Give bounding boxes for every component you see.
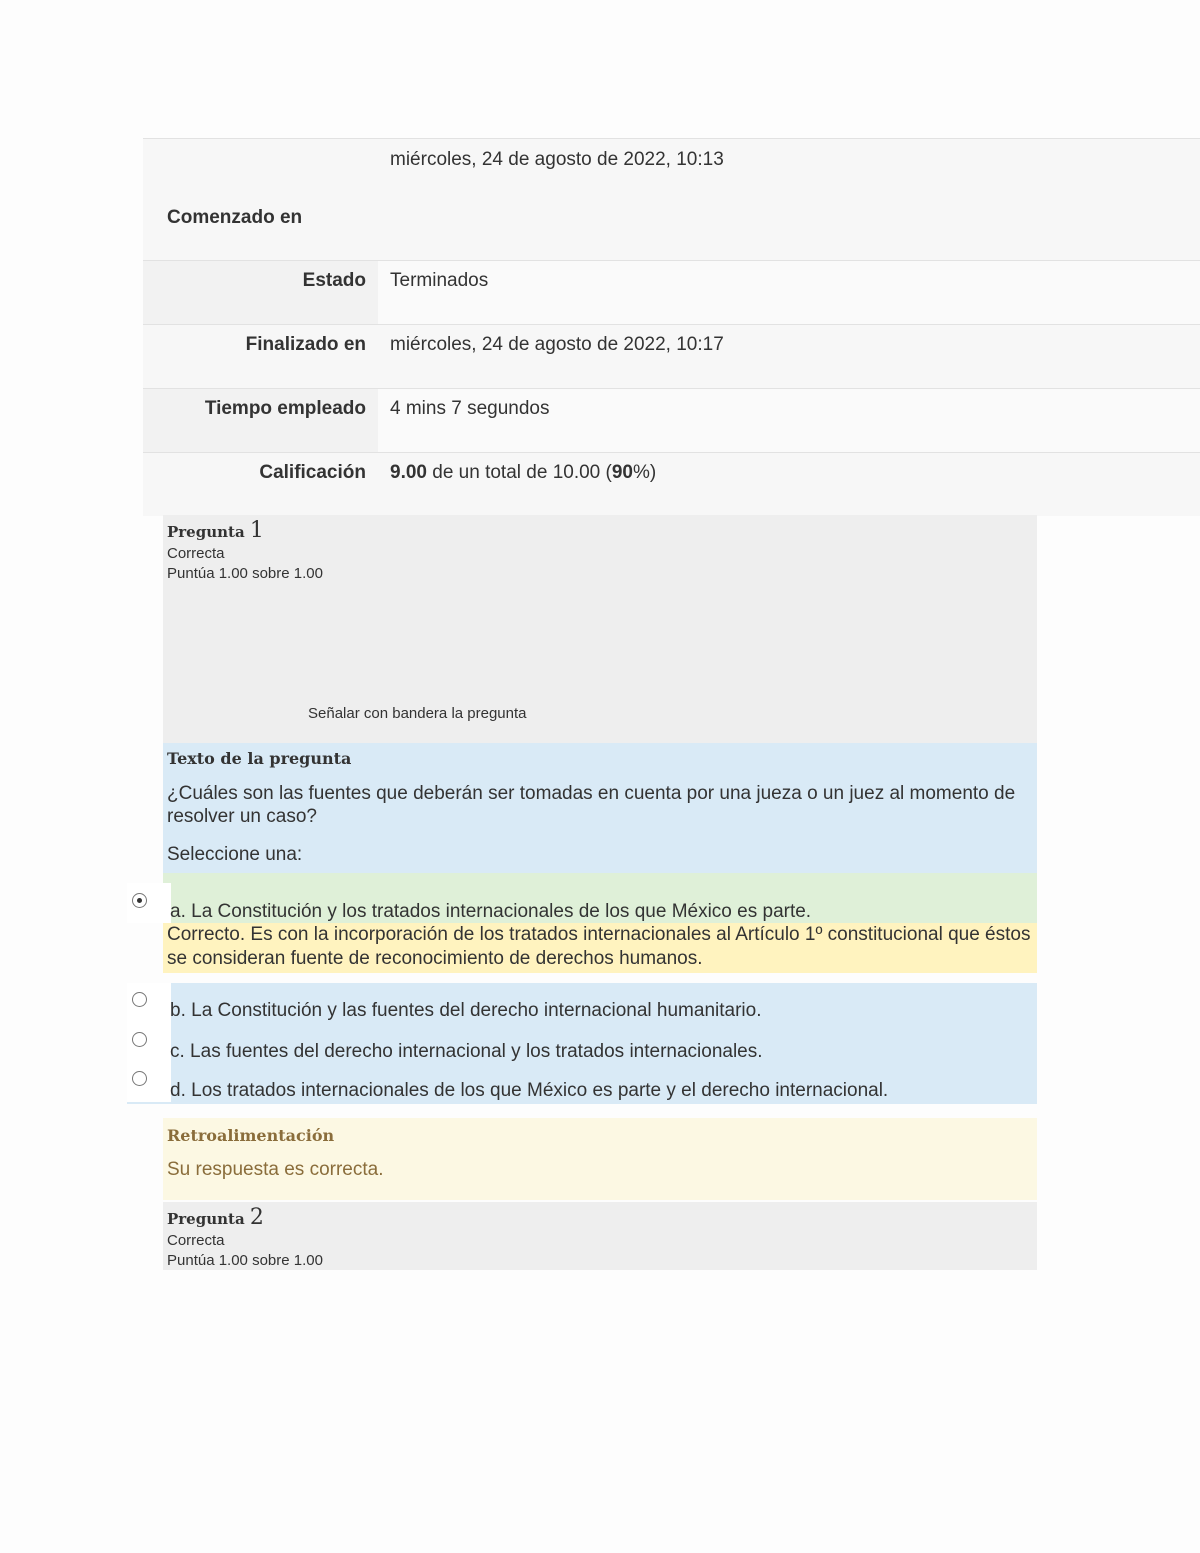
question-number-value: 1 — [249, 518, 264, 543]
summary-row-grade — [143, 453, 1200, 516]
question-number — [167, 519, 1033, 544]
feedback-text: Su respuesta es correcta. — [167, 1159, 384, 1180]
question-1-formulation — [163, 743, 1037, 873]
question-state: Correcta — [167, 1232, 225, 1249]
time-label: Tiempo empleado — [143, 389, 378, 452]
attempt-summary-table — [143, 138, 1200, 516]
question-label: Pregunta — [167, 523, 245, 541]
finished-label: Finalizado en — [143, 325, 378, 388]
question-1-info — [163, 515, 1037, 743]
feedback-title: Retroalimentación — [167, 1126, 335, 1145]
option-d-radio[interactable] — [132, 1071, 147, 1086]
grade-label: Calificación — [143, 453, 378, 516]
state-label: Estado — [143, 261, 378, 324]
option-b-radio[interactable] — [132, 992, 147, 1007]
question-grade: Puntúa 1.00 sobre 1.00 — [167, 1252, 323, 1269]
summary-row-started — [143, 139, 1200, 261]
grade-percent: 90 — [611, 462, 633, 483]
question-number-value: 2 — [249, 1205, 264, 1230]
grade-value — [378, 453, 1200, 516]
finished-value: miércoles, 24 de agosto de 2022, 10:17 — [378, 325, 1200, 388]
grade-score: 9.00 — [390, 462, 427, 483]
grade-mid: de un total de 10.00 ( — [426, 462, 612, 483]
grade-end: %) — [633, 462, 657, 483]
option-d-label[interactable]: d. Los tratados internacionales de los que México es parte y el derecho internacional. — [170, 1080, 889, 1101]
question-feedback — [163, 1118, 1037, 1200]
answer-prompt: Seleccione una: — [167, 844, 303, 865]
started-label: Comenzado en — [143, 139, 378, 260]
option-c-radio[interactable] — [132, 1032, 147, 1047]
question-grade: Puntúa 1.00 sobre 1.00 — [167, 565, 323, 582]
question-2-info — [163, 1202, 1037, 1270]
flag-question-link[interactable]: Señalar con bandera la pregunta — [308, 705, 527, 722]
option-a-label[interactable]: a. La Constitución y los tratados internacionales de los que México es parte. — [170, 901, 812, 922]
summary-row-state — [143, 261, 1200, 325]
specific-feedback: Correcto. Es con la incorporación de los tratados internacionales al Artículo 1º constitucional que éstos se consideran fuente de reconocimiento de derechos humanos. — [163, 923, 1037, 973]
question-label: Pregunta — [167, 1210, 245, 1228]
started-value: miércoles, 24 de agosto de 2022, 10:13 — [378, 139, 1200, 260]
question-number — [167, 1206, 1033, 1231]
question-state: Correcta — [167, 545, 225, 562]
option-b-label[interactable]: b. La Constitución y las fuentes del derecho internacional humanitario. — [170, 1000, 762, 1021]
summary-row-finished — [143, 325, 1200, 389]
question-text: ¿Cuáles son las fuentes que deberán ser tomadas en cuenta por una jueza o un juez al momento de resolver un caso? — [167, 783, 1016, 827]
time-value: 4 mins 7 segundos — [378, 389, 1200, 452]
option-a-radio[interactable] — [132, 893, 147, 908]
question-text-title: Texto de la pregunta — [167, 749, 352, 768]
option-c-label[interactable]: c. Las fuentes del derecho internacional y los tratados internacionales. — [170, 1041, 763, 1062]
summary-row-time — [143, 389, 1200, 453]
state-value: Terminados — [378, 261, 1200, 324]
